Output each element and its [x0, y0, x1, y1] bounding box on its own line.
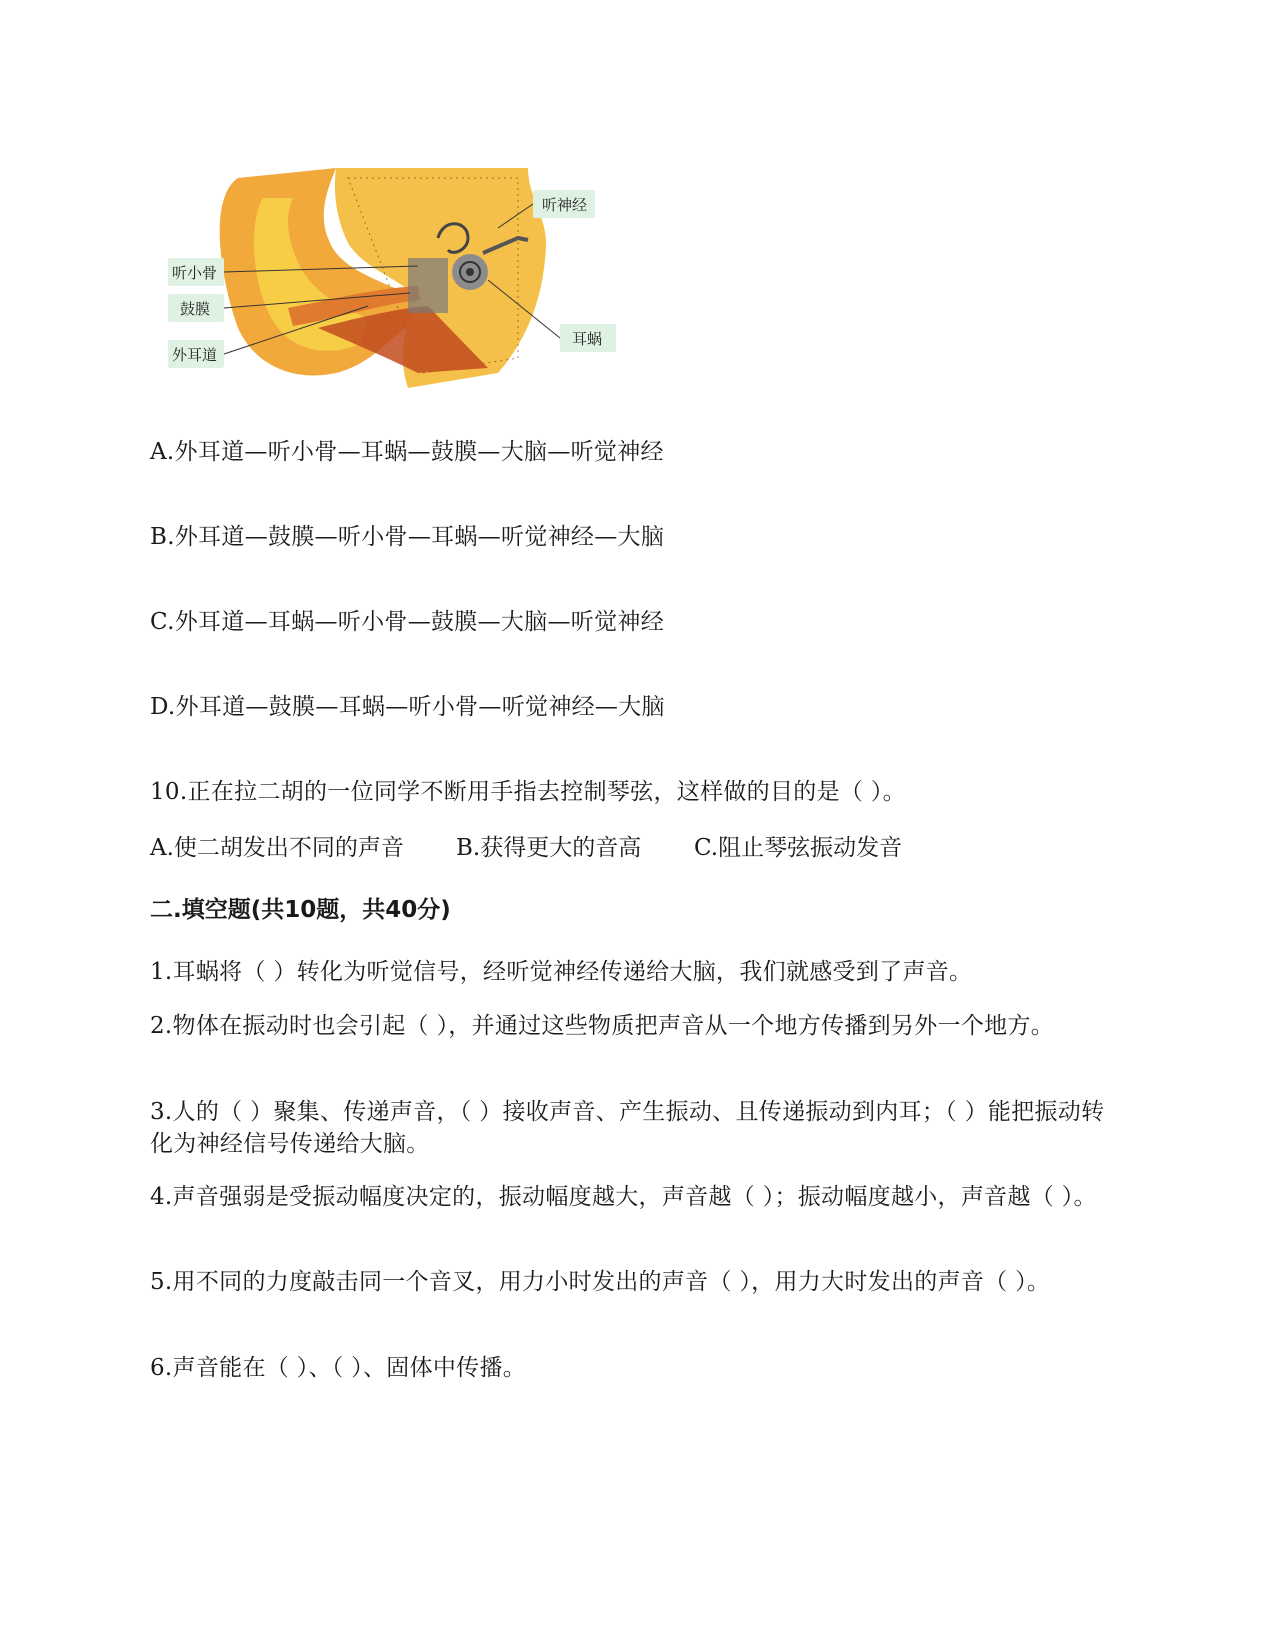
fill-q2: 2.物体在振动时也会引起（ ），并通过这些物质把声音从一个地方传播到另外一个地方。 — [150, 1013, 1055, 1039]
label-cochlea: 耳蜗 — [572, 330, 603, 348]
q9-option-b: B.外耳道—鼓膜—听小骨—耳蜗—听觉神经—大脑 — [150, 524, 665, 550]
fill-q3: 3.人的（ ）聚集、传递声音，（ ）接收声音、产生振动、且传递振动到内耳；（ ）能把振动转化为神经信号传递给大脑。 — [150, 1099, 1105, 1157]
q10-stem: 10.正在拉二胡的一位同学不断用手指去控制琴弦，这样做的目的是（ ）。 — [150, 779, 906, 805]
q10-option-c: C.阻止琴弦振动发音 — [694, 835, 903, 861]
q10-option-b: B.获得更大的音高 — [456, 835, 642, 861]
label-eardrum: 鼓膜 — [180, 300, 211, 318]
label-ear-canal: 外耳道 — [172, 346, 218, 364]
cochlea-core — [466, 268, 474, 276]
fill-q5: 5.用不同的力度敲击同一个音叉，用力小时发出的声音（ ），用力大时发出的声音（ ）。 — [150, 1269, 1051, 1295]
fill-q1: 1.耳蜗将（ ）转化为听觉信号，经听觉神经传递给大脑，我们就感受到了声音。 — [150, 959, 973, 985]
q9-option-d: D.外耳道—鼓膜—耳蜗—听小骨—听觉神经—大脑 — [150, 694, 665, 720]
section-heading: 二.填空题(共10题，共40分) — [150, 897, 451, 923]
q9-option-c: C.外耳道—耳蜗—听小骨—鼓膜—大脑—听觉神经 — [150, 609, 664, 635]
q9-option-a: A.外耳道—听小骨—耳蜗—鼓膜—大脑—听觉神经 — [150, 439, 664, 465]
fill-q4: 4.声音强弱是受振动幅度决定的，振动幅度越大，声音越（ ）；振动幅度越小，声音越（ ）。 — [150, 1184, 1097, 1210]
q10-options — [150, 832, 902, 864]
label-ossicles: 听小骨 — [172, 264, 218, 282]
label-auditory-nerve: 听神经 — [542, 196, 588, 214]
ear-structure-diagram — [168, 158, 660, 398]
q10-option-a: A.使二胡发出不同的声音 — [150, 835, 404, 861]
fill-q6: 6.声音能在（ ）、（ ）、固体中传播。 — [150, 1355, 527, 1381]
